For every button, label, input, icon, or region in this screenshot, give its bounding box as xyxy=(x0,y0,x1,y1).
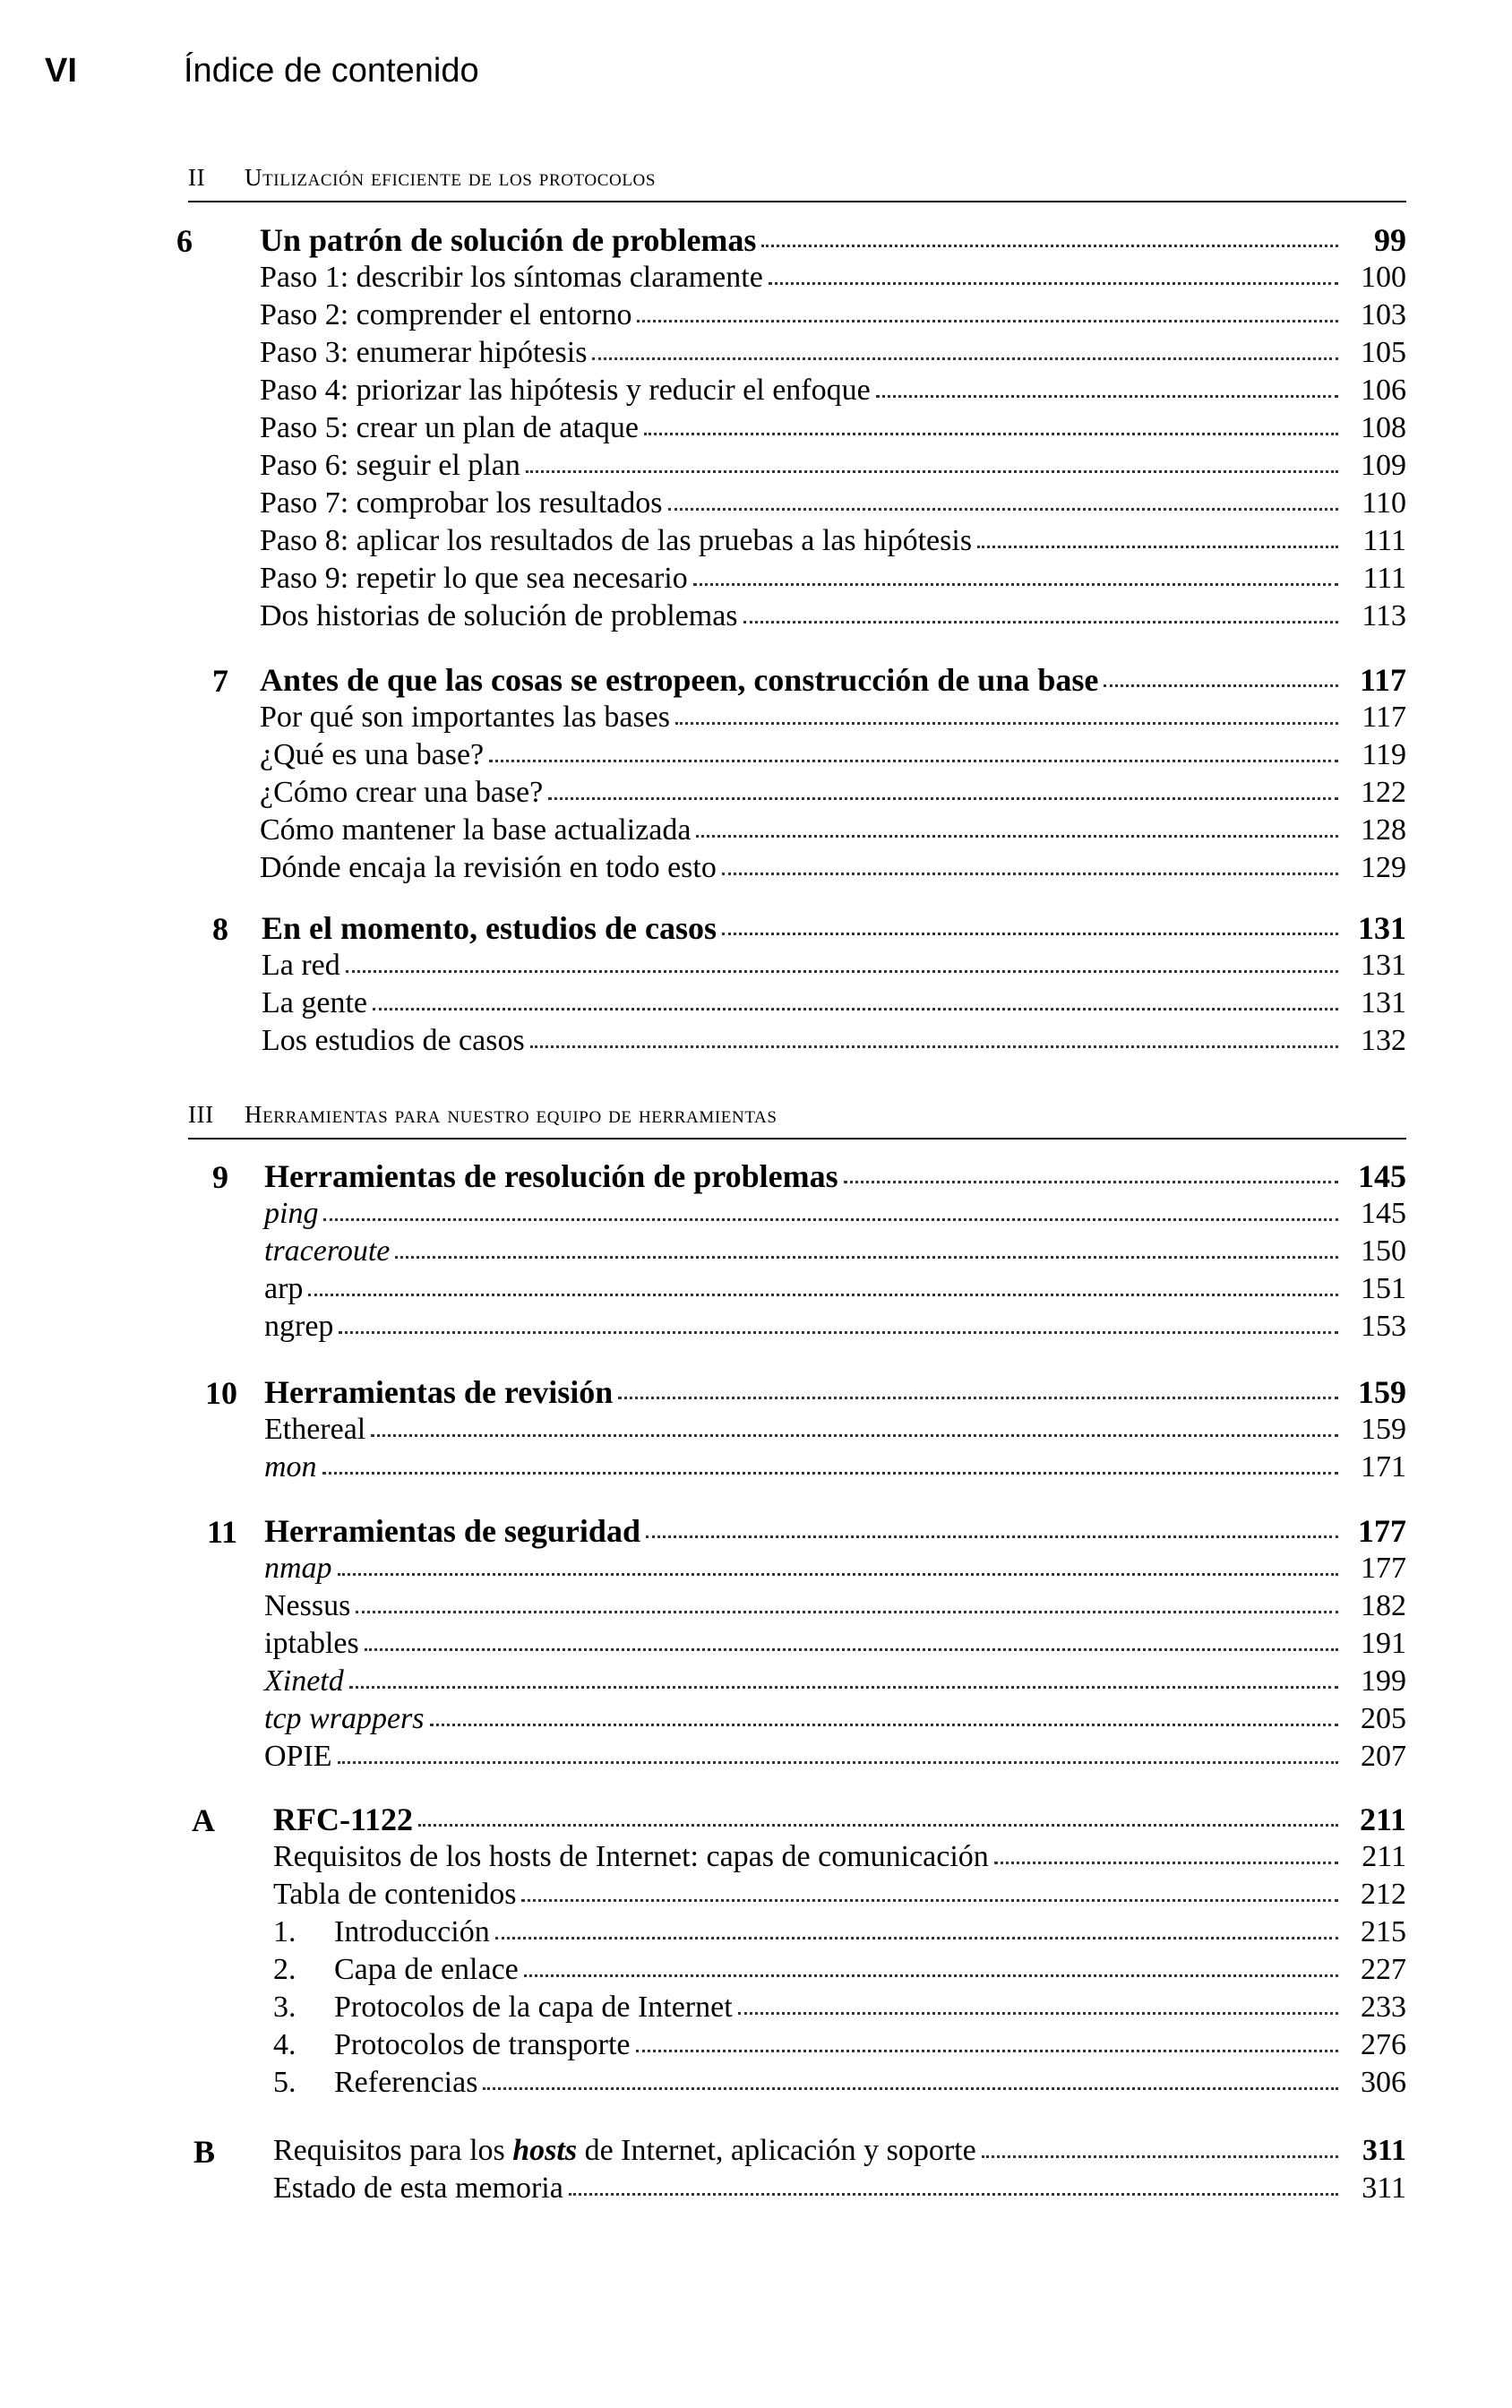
dot-leader xyxy=(338,1738,1338,1764)
entry-label: Ethereal xyxy=(264,1413,366,1446)
chapter-title: Herramientas de seguridad xyxy=(264,1513,640,1549)
page-number: 150 xyxy=(1361,1234,1406,1268)
page-number: 113 xyxy=(1362,599,1406,632)
page-folio: VI xyxy=(45,52,77,90)
toc-entry xyxy=(260,812,1406,849)
page-number: 211 xyxy=(1362,1840,1406,1873)
part-heading-ii xyxy=(188,165,1406,202)
chapter-number: 9 xyxy=(212,1159,228,1195)
page-number: 306 xyxy=(1361,2066,1406,2099)
toc-entry xyxy=(264,1270,1406,1308)
entry-label: tcp wrappers xyxy=(264,1702,425,1735)
dot-leader xyxy=(521,1876,1338,1902)
page-number: 99 xyxy=(1374,222,1406,258)
chapter-title-row xyxy=(264,1157,1406,1195)
entry-label: La gente xyxy=(262,986,367,1019)
chapter-title-row xyxy=(260,221,1406,259)
page-number: 132 xyxy=(1361,1024,1406,1057)
entry-label: Paso 8: aplicar los resultados de las pruebas a las hipótesis xyxy=(260,524,973,557)
entry-label: OPIE xyxy=(264,1740,332,1773)
dot-leader xyxy=(637,297,1338,322)
chapter-number: 6 xyxy=(176,223,193,259)
part-title: Herramientas para nuestro equipo de herramientas xyxy=(245,1101,777,1128)
part-number: II xyxy=(188,164,206,191)
page-number: 110 xyxy=(1362,486,1406,520)
page-number: 212 xyxy=(1361,1878,1406,1911)
entry-label: ¿Qué es una base? xyxy=(260,738,485,771)
appendix-title: RFC-1122 xyxy=(273,1802,413,1837)
dot-leader xyxy=(668,485,1339,511)
page-number: 311 xyxy=(1362,2172,1406,2205)
page-number: 191 xyxy=(1361,1627,1406,1660)
entry-number: 5. xyxy=(273,2066,296,2099)
dot-leader xyxy=(738,1989,1338,2015)
dot-leader xyxy=(365,1625,1338,1651)
chapter-title: En el momento, estudios de casos xyxy=(262,910,717,946)
toc-entry xyxy=(260,334,1406,372)
toc-entry xyxy=(260,447,1406,485)
dot-leader xyxy=(489,736,1338,762)
entry-label: ¿Cómo crear una base? xyxy=(260,776,544,809)
entry-label: traceroute xyxy=(264,1234,391,1268)
toc-entry xyxy=(260,699,1406,736)
toc-entry xyxy=(273,1951,1406,1989)
part-number: III xyxy=(188,1101,214,1128)
chapter-title-row xyxy=(264,1373,1406,1411)
appendix-title: Requisitos para los hosts de Internet, aplicación y soporte xyxy=(273,2134,976,2167)
dot-leader xyxy=(548,774,1338,800)
dot-leader xyxy=(569,2170,1338,2196)
page-title: Índice de contenido xyxy=(184,52,479,90)
toc-entry xyxy=(260,522,1406,560)
entry-label: iptables xyxy=(264,1627,359,1660)
dot-leader xyxy=(323,1195,1338,1221)
toc-entry xyxy=(264,1449,1406,1486)
entry-label: Nessus xyxy=(264,1589,351,1622)
dot-leader xyxy=(371,1411,1338,1437)
appendix-letter: B xyxy=(193,2134,215,2170)
entry-number: 1. xyxy=(273,1915,296,1948)
dot-leader xyxy=(994,1838,1338,1864)
entry-label: Capa de enlace xyxy=(334,1953,519,1986)
page-number: 171 xyxy=(1361,1450,1406,1484)
page-number: 105 xyxy=(1361,336,1406,369)
appendix-title-row xyxy=(273,2132,1406,2170)
dot-leader xyxy=(373,985,1338,1010)
toc-entry xyxy=(264,1738,1406,1776)
entry-label: Paso 6: seguir el plan xyxy=(260,449,520,482)
toc-entry xyxy=(264,1700,1406,1738)
dot-leader xyxy=(338,1550,1338,1576)
dot-leader xyxy=(530,1022,1338,1048)
entry-label: Paso 5: crear un plan de ataque xyxy=(260,411,639,444)
page-number: 100 xyxy=(1361,261,1406,294)
entry-label: nmap xyxy=(264,1552,332,1585)
dot-leader xyxy=(592,334,1338,360)
chapter-number: 10 xyxy=(205,1375,237,1411)
toc-entry xyxy=(260,598,1406,635)
page-number: 111 xyxy=(1362,562,1406,595)
entry-label: Paso 7: comprobar los resultados xyxy=(260,486,663,520)
dot-leader xyxy=(356,1587,1338,1613)
page-number: 129 xyxy=(1361,851,1406,884)
entry-label: Paso 4: priorizar las hipótesis y reducir el enfoque xyxy=(260,374,871,407)
page-number: 311 xyxy=(1362,2134,1406,2167)
toc-entry xyxy=(260,372,1406,409)
dot-leader xyxy=(675,699,1338,725)
dot-leader xyxy=(524,1951,1338,1977)
page-number: 106 xyxy=(1361,374,1406,407)
chapter-number: 7 xyxy=(212,663,228,699)
entry-number: 4. xyxy=(273,2028,296,2061)
dot-leader xyxy=(696,812,1338,838)
appendix-title-row xyxy=(273,1801,1406,1838)
page-number: 109 xyxy=(1361,449,1406,482)
page-number: 145 xyxy=(1358,1158,1406,1194)
toc-entry xyxy=(260,409,1406,447)
chapter-title: Un patrón de solución de problemas xyxy=(260,222,757,258)
page-number: 145 xyxy=(1361,1197,1406,1230)
page-number: 103 xyxy=(1361,298,1406,331)
chapter-number: 11 xyxy=(206,1514,237,1550)
chapter-title: Herramientas de revisión xyxy=(264,1374,614,1410)
toc-entry xyxy=(260,774,1406,812)
page-number: 131 xyxy=(1361,986,1406,1019)
entry-label: ngrep xyxy=(264,1310,334,1343)
toc-entry xyxy=(260,259,1406,297)
dot-leader xyxy=(418,1801,1338,1827)
chapter-title: Herramientas de resolución de problemas xyxy=(264,1158,838,1194)
page-number: 128 xyxy=(1361,813,1406,847)
page-number: 131 xyxy=(1358,910,1406,946)
running-head xyxy=(45,52,479,90)
dot-leader xyxy=(722,849,1338,875)
page-number: 153 xyxy=(1361,1310,1406,1343)
page-number: 159 xyxy=(1358,1374,1406,1410)
entry-label: Paso 1: describir los síntomas claramente xyxy=(260,261,763,294)
entry-label: Xinetd xyxy=(264,1664,344,1698)
page-number: 108 xyxy=(1361,411,1406,444)
dot-leader xyxy=(1104,661,1338,687)
entry-label: Paso 9: repetir lo que sea necesario xyxy=(260,562,688,595)
dot-leader xyxy=(722,909,1338,935)
page-number: 211 xyxy=(1359,1802,1406,1837)
page-number: 117 xyxy=(1362,701,1406,734)
page-number: 276 xyxy=(1361,2028,1406,2061)
toc-entry xyxy=(264,1550,1406,1587)
entry-label: Paso 2: comprender el entorno xyxy=(260,298,632,331)
entry-label: Introducción xyxy=(334,1915,490,1948)
dot-leader xyxy=(495,1914,1338,1939)
entry-label: Dónde encaja la revisión en todo esto xyxy=(260,851,717,884)
entry-label: Protocolos de transporte xyxy=(334,2028,631,2061)
page-number: 122 xyxy=(1361,776,1406,809)
dot-leader xyxy=(618,1373,1338,1399)
entry-label: Tabla de contenidos xyxy=(273,1878,517,1911)
entry-label: La red xyxy=(262,949,340,982)
page-number: 151 xyxy=(1361,1272,1406,1305)
toc-entry xyxy=(264,1587,1406,1625)
toc-entry xyxy=(273,1914,1406,1951)
page-number: 215 xyxy=(1361,1915,1406,1948)
page-number: 207 xyxy=(1361,1740,1406,1773)
entry-number: 2. xyxy=(273,1953,296,1986)
toc-entry xyxy=(260,849,1406,887)
dot-leader xyxy=(483,2064,1338,2090)
dot-leader xyxy=(349,1663,1338,1689)
dot-leader xyxy=(977,522,1338,548)
page-number: 117 xyxy=(1359,662,1406,698)
dot-leader xyxy=(646,1512,1338,1538)
part-title: Utilización eficiente de los protocolos xyxy=(245,164,657,191)
page-number: 182 xyxy=(1361,1589,1406,1622)
toc-entry xyxy=(273,2064,1406,2102)
toc-entry xyxy=(262,1022,1406,1060)
dot-leader xyxy=(430,1700,1339,1726)
toc-entry xyxy=(264,1663,1406,1700)
toc-entry xyxy=(262,947,1406,985)
dot-leader xyxy=(844,1157,1338,1183)
entry-label: Dos historias de solución de problemas xyxy=(260,599,738,632)
entry-label: Cómo mantener la base actualizada xyxy=(260,813,692,847)
toc-entry xyxy=(273,1838,1406,1876)
toc-entry xyxy=(273,2026,1406,2064)
entry-label: Por qué son importantes las bases xyxy=(260,701,670,734)
toc-entry xyxy=(260,485,1406,522)
page-number: 199 xyxy=(1361,1664,1406,1698)
entry-label: ping xyxy=(264,1197,319,1230)
toc-entry xyxy=(264,1233,1406,1270)
page-number: 111 xyxy=(1362,524,1406,557)
entry-label: Los estudios de casos xyxy=(262,1024,525,1057)
chapter-number: 8 xyxy=(212,911,228,947)
dot-leader xyxy=(339,1308,1338,1334)
entry-label: Requisitos de los hosts de Internet: capas de comunicación xyxy=(273,1840,989,1873)
chapter-title: Antes de que las cosas se estropeen, construcción de una base xyxy=(260,662,1099,698)
part-heading-iii xyxy=(188,1102,1406,1140)
toc-entry xyxy=(260,560,1406,598)
appendix-letter: A xyxy=(192,1802,215,1838)
dot-leader xyxy=(769,259,1338,285)
entry-label: Protocolos de la capa de Internet xyxy=(334,1991,733,2024)
page-number: 205 xyxy=(1361,1702,1406,1735)
dot-leader xyxy=(526,447,1338,473)
dot-leader xyxy=(761,221,1338,247)
entry-label: Estado de esta memoria xyxy=(273,2172,563,2205)
page-number: 177 xyxy=(1358,1513,1406,1549)
toc-entry xyxy=(264,1625,1406,1663)
dot-leader xyxy=(743,598,1338,624)
dot-leader xyxy=(308,1270,1338,1296)
page-number: 177 xyxy=(1361,1552,1406,1585)
dot-leader xyxy=(636,2026,1339,2052)
entry-label: arp xyxy=(264,1272,304,1305)
entry-label: Paso 3: enumerar hipótesis xyxy=(260,336,588,369)
chapter-title-row xyxy=(262,909,1406,947)
toc-entry xyxy=(273,2170,1406,2207)
entry-label: mon xyxy=(264,1450,317,1484)
dot-leader xyxy=(982,2132,1338,2158)
toc-entry xyxy=(264,1308,1406,1346)
dot-leader xyxy=(346,947,1338,973)
toc-entry xyxy=(262,985,1406,1022)
page-number: 227 xyxy=(1361,1953,1406,1986)
page-number: 131 xyxy=(1361,949,1406,982)
page-number: 233 xyxy=(1361,1991,1406,2024)
dot-leader xyxy=(322,1449,1338,1475)
page-number: 159 xyxy=(1361,1413,1406,1446)
dot-leader xyxy=(693,560,1338,586)
dot-leader xyxy=(876,372,1338,398)
toc-entry xyxy=(260,297,1406,334)
chapter-title-row xyxy=(260,661,1406,699)
toc-entry xyxy=(273,1876,1406,1914)
chapter-title-row xyxy=(264,1512,1406,1550)
entry-number: 3. xyxy=(273,1991,296,2024)
page-number: 119 xyxy=(1362,738,1406,771)
toc-entry xyxy=(264,1411,1406,1449)
dot-leader xyxy=(395,1233,1338,1259)
toc-entry xyxy=(260,736,1406,774)
toc-entry xyxy=(264,1195,1406,1233)
entry-label: Referencias xyxy=(334,2066,478,2099)
toc-entry xyxy=(273,1989,1406,2026)
dot-leader xyxy=(644,409,1338,435)
